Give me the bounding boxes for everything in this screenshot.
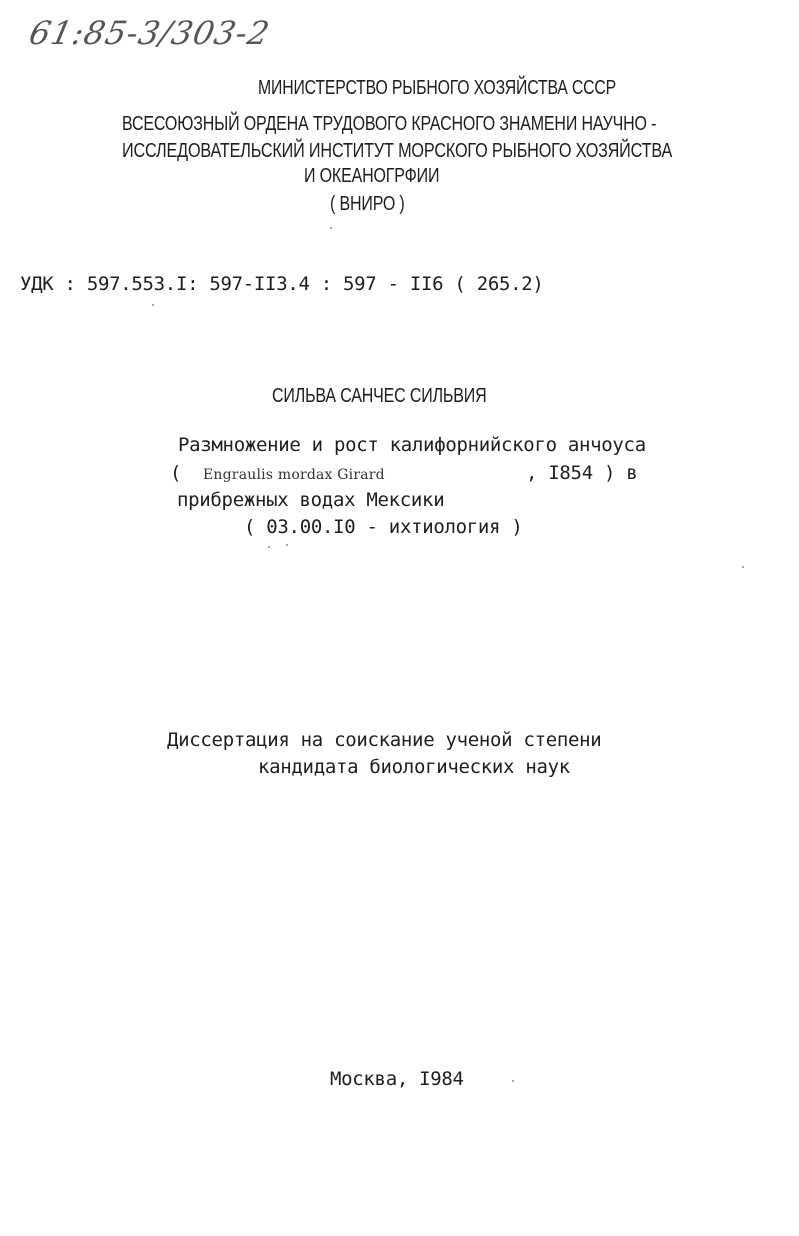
scan-speck [152, 304, 154, 306]
udc-code: УДК : 597.553.I: 597-II3.4 : 597 - II6 ( 265.2) [20, 273, 544, 295]
institute-line-1: ВСЕСОЮЗНЫЙ ОРДЕНА ТРУДОВОГО КРАСНОГО ЗНАМЕНИ НАУЧНО - [122, 113, 657, 135]
dissertation-line-1: Диссертация на соискание ученой степени [167, 729, 602, 751]
scan-speck [330, 227, 332, 229]
title-line-1: Размножение и рост калифорнийского анчоуса [178, 434, 646, 456]
title-latin-species: Engraulis mordax Girard [203, 467, 385, 483]
title-line-4-specialty: ( 03.00.I0 - ихтиология ) [244, 516, 523, 538]
title-line-2-close: , I854 ) в [526, 462, 638, 484]
scan-speck [512, 1080, 514, 1082]
handwritten-archive-note: 61:85-3/303-2 [25, 14, 274, 52]
dissertation-line-2: кандидата биологических наук [258, 756, 570, 778]
institute-line-3: И ОКЕАНОГРФИИ [304, 165, 440, 187]
title-line-2-open: ( [170, 462, 182, 484]
ministry-heading: МИНИСТЕРСТВО РЫБНОГО ХОЗЯЙСТВА СССР [258, 77, 617, 99]
scan-speck [286, 544, 288, 546]
author-name: СИЛЬВА САНЧЕС СИЛЬВИЯ [272, 385, 487, 407]
institute-line-2: ИССЛЕДОВАТЕЛЬСКИЙ ИНСТИТУТ МОРСКОГО РЫБНОГО ХОЗЯЙСТВА [122, 140, 673, 162]
scan-speck [268, 546, 270, 548]
title-line-3: прибрежных водах Мексики [177, 489, 445, 511]
institute-acronym: ( ВНИРО ) [330, 193, 405, 215]
place-and-year: Москва, I984 [330, 1068, 464, 1090]
scan-speck [742, 566, 744, 568]
